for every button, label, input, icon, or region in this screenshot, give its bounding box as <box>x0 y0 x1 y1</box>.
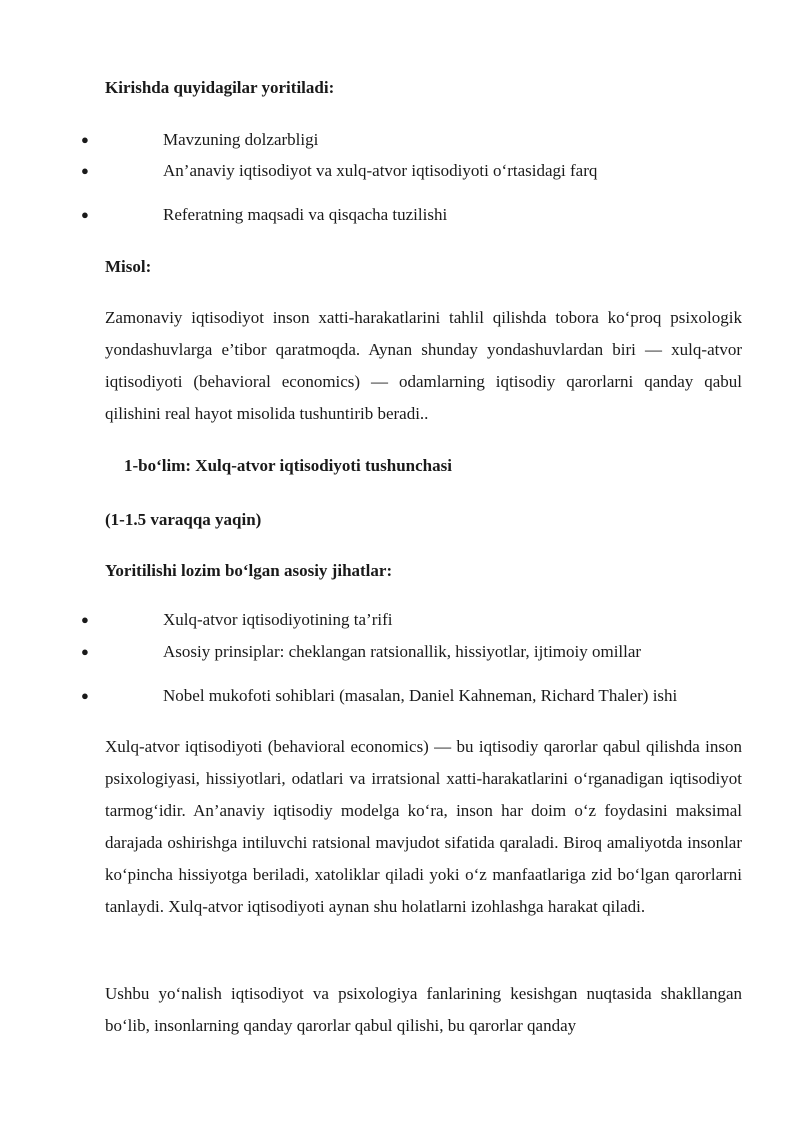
aspect-bullet-text: Nobel mukofoti sohiblari (masalan, Daniel Kahneman, Richard Thaler) ishi <box>163 686 678 705</box>
aspect-bullet-text: Asosiy prinsiplar: cheklangan ratsionallik, hissiyotlar, ijtimoiy omillar <box>163 642 642 661</box>
section-title: 1-bo‘lim: Xulq-atvor iqtisodiyoti tushunchasi <box>124 456 452 475</box>
bullet-icon: ● <box>81 688 89 703</box>
definition-paragraph: Xulq-atvor iqtisodiyoti (behavioral economics) — bu iqtisodiy qarorlar qabul qilishda inson psixologiyasi, hissiyotlari, odatlari va irratsional xatti-harakatlarini o‘rganadigan iqtisodiyot tarmog‘idir. An’anaviy iqtisodiy modelga ko‘ra, inson har doim o‘z foydasini maksimal darajada oshirishga intiluvchi ratsional mavjudot sifatida qaraladi. Biroq amaliyotda insonlar ko‘pincha hissiyotga beriladi, xatoliklar qiladi yoki o‘z manfaatlariga zid bo‘lgan qarorlarni tanlaydi. Xulq-atvor iqtisodiyoti aynan shu holatlarni izohlashga harakat qiladi. <box>105 737 742 916</box>
aspects-heading: Yoritilishi lozim bo‘lgan asosiy jihatlar: <box>105 561 393 580</box>
aspect-bullet-item <box>0 608 800 632</box>
intro-bullet-item <box>0 128 800 152</box>
section-length-note: (1-1.5 varaqqa yaqin) <box>105 510 262 529</box>
intro-bullet-text: Mavzuning dolzarbligi <box>163 130 319 149</box>
bullet-icon: ● <box>81 612 89 627</box>
aspect-bullet-text: Xulq-atvor iqtisodiyotining ta’rifi <box>163 610 393 629</box>
intro-bullet-text: Referatning maqsadi va qisqacha tuzilishi <box>163 205 448 224</box>
intro-bullet-text: An’anaviy iqtisodiyot va xulq-atvor iqtisodiyoti o‘rtasidagi farq <box>163 161 598 180</box>
aspect-bullet-item <box>0 684 800 708</box>
aspect-bullet-item <box>0 640 800 664</box>
intro-bullet-item <box>0 159 800 183</box>
intersection-paragraph: Ushbu yo‘nalish iqtisodiyot va psixologiya fanlarining kesishgan nuqtasida shakllangan bo‘lib, insonlarning qanday qarorlar qabul qilishi, bu qarorlar qanday <box>105 984 742 1035</box>
bullet-icon: ● <box>81 207 89 222</box>
bullet-icon: ● <box>81 163 89 178</box>
bullet-icon: ● <box>81 132 89 147</box>
example-paragraph: Zamonaviy iqtisodiyot inson xatti-harakatlarini tahlil qilishda tobora ko‘proq psixologik yondashuvlarga e’tibor qaratmoqda. Aynan shunday yondashuvlardan biri — xulq-atvor iqtisodiyoti (behavioral economics) — odamlarning iqtisodiy qarorlarni qanday qabul qilishini real hayot misolida tushuntirib beradi.. <box>105 308 742 423</box>
intro-heading: Kirishda quyidagilar yoritiladi: <box>105 78 335 97</box>
intro-bullet-item <box>0 203 800 227</box>
bullet-icon: ● <box>81 644 89 659</box>
example-label: Misol: <box>105 257 152 276</box>
